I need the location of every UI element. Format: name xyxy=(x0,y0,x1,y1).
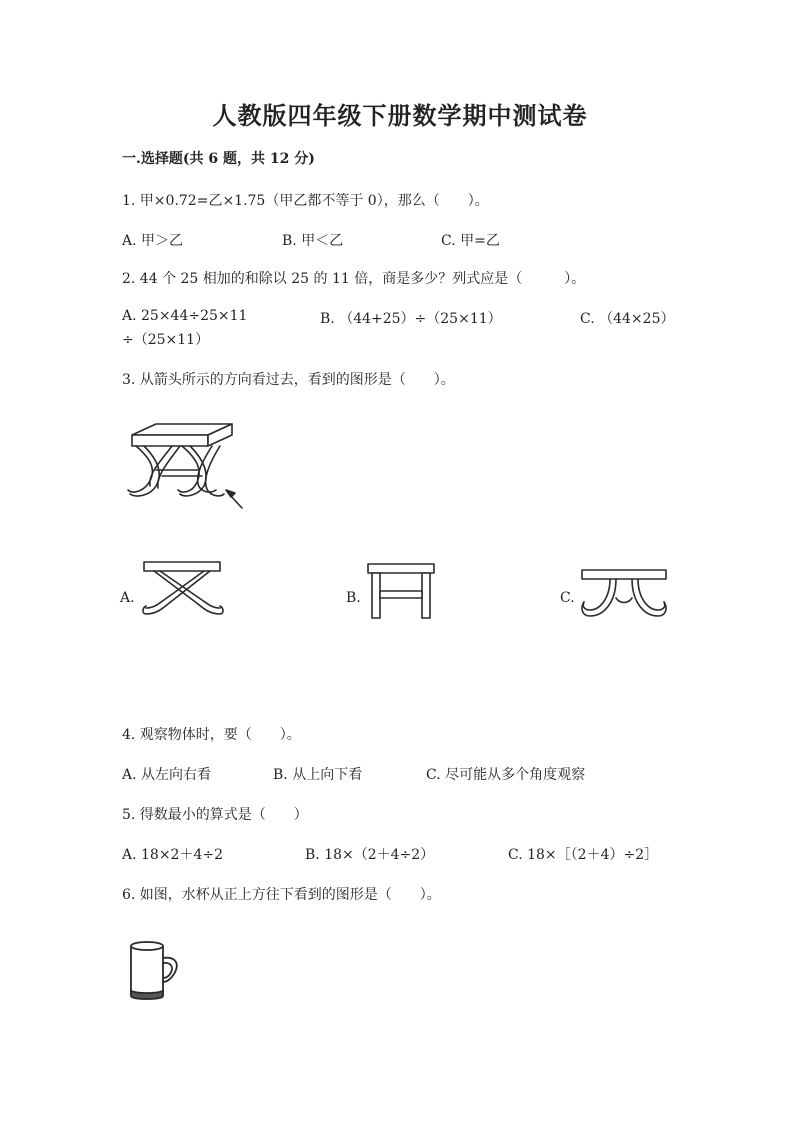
page-title: 人教版四年级下册数学期中测试卷 xyxy=(212,101,588,130)
question-1-stem: 1. 甲×0.72=乙×1.75（甲乙都不等于 0），那么（ ）。 xyxy=(122,193,489,209)
question-1-option-c: C. 甲=乙 xyxy=(441,233,500,249)
question-5-stem: 5. 得数最小的算式是（ ） xyxy=(122,807,308,823)
question-5-option-c: C. 18×［（2＋4）÷2］ xyxy=(508,847,659,863)
question-4-option-c: C. 尽可能从多个角度观察 xyxy=(426,767,586,783)
option-b-frame-figure xyxy=(366,562,436,622)
question-5-option-a: A. 18×2＋4÷2 xyxy=(122,847,224,863)
stool-with-arrow-icon xyxy=(126,422,246,514)
option-a-x-legs-figure xyxy=(140,560,225,620)
question-2-option-c: C. （44×25） xyxy=(580,311,675,327)
question-2-option-b: B. （44+25）÷（25×11） xyxy=(320,311,502,327)
question-4-option-a: A. 从左向右看 xyxy=(122,767,212,783)
question-2-option-c-continued: ÷（25×11） xyxy=(122,332,210,348)
mug-icon xyxy=(128,940,184,1004)
question-3-option-b: B. xyxy=(346,590,361,606)
question-3-option-c: C. xyxy=(560,590,575,606)
question-3-option-a: A. xyxy=(120,590,135,606)
question-3-stem: 3. 从箭头所示的方向看过去，看到的图形是（ ）。 xyxy=(122,372,455,388)
question-1-option-b: B. 甲＜乙 xyxy=(282,233,344,249)
question-2-option-a: A. 25×44÷25×11 xyxy=(122,308,248,324)
question-4-stem: 4. 观察物体时，要（ ）。 xyxy=(122,727,301,743)
option-c-curved-legs-figure xyxy=(580,568,670,620)
section-heading: 一.选择题(共 6 题，共 12 分) xyxy=(122,151,315,167)
question-2-stem: 2. 44 个 25 相加的和除以 25 的 11 倍，商是多少？列式应是（ ）。 xyxy=(122,271,586,287)
question-5-option-b: B. 18×（2＋4÷2） xyxy=(305,847,435,863)
question-4-option-b: B. 从上向下看 xyxy=(273,767,363,783)
question-1-option-a: A. 甲＞乙 xyxy=(122,233,184,249)
question-6-stem: 6. 如图，水杯从正上方往下看到的图形是（ ）。 xyxy=(122,887,441,903)
